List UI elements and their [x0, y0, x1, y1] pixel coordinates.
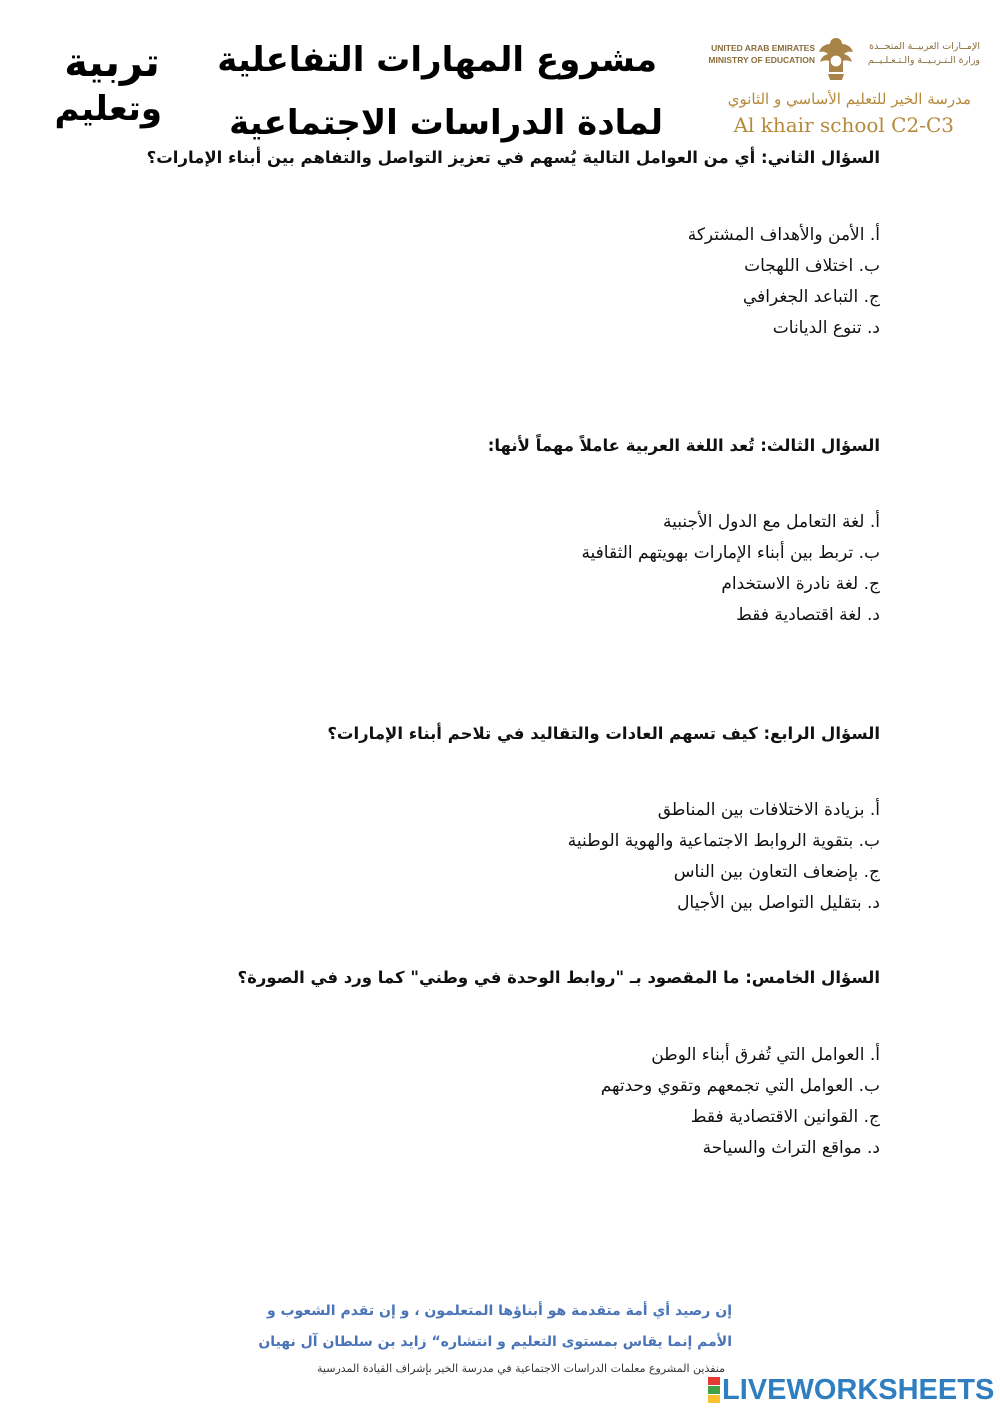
question-4: السؤال الرابع: كيف تسهم العادات والتقاليد في تلاحم أبناء الإمارات؟: [327, 724, 880, 743]
option[interactable]: ج. بإضعاف التعاون بين الناس: [673, 862, 880, 882]
option[interactable]: د. مواقع التراث والسياحة: [702, 1138, 880, 1158]
option[interactable]: ب. بتقوية الروابط الاجتماعية والهوية الوطنية: [567, 831, 880, 851]
footer-quote-line2: الأمم إنما يقاس بمستوى التعليم و انتشاره“ زايد بن سلطان آل نهيان: [258, 1334, 732, 1350]
question-2: السؤال الثاني: أي من العوامل التالية يُسهم في تعزيز التواصل والتفاهم بين أبناء الإمارات؟: [146, 148, 880, 167]
option[interactable]: ب. اختلاف اللهجات: [744, 256, 880, 276]
option[interactable]: أ. بزيادة الاختلافات بين المناطق: [657, 800, 880, 820]
option[interactable]: د. تنوع الديانات: [772, 318, 880, 338]
ministry-en-line2: MINISTRY OF EDUCATION: [708, 55, 815, 65]
logo-line2: وتعليم: [54, 89, 162, 129]
ministry-logo: [690, 34, 980, 86]
option[interactable]: أ. الأمن والأهداف المشتركة: [687, 225, 880, 245]
option[interactable]: أ. العوامل التي تُفرق أبناء الوطن: [651, 1045, 880, 1065]
option[interactable]: ج. لغة نادرة الاستخدام: [721, 574, 880, 594]
school-name-ar: مدرسة الخير للتعليم الأساسي و الثانوي: [727, 90, 971, 108]
tarbiya-taleem-logo: [54, 40, 162, 132]
question-2-options: [688, 220, 880, 344]
uae-emblem-icon: [817, 34, 855, 82]
footer-quote-line1: إن رصيد أي أمة متقدمة هو أبناؤها المتعلمون ، و إن تقدم الشعوب و: [266, 1303, 732, 1319]
page-title-line2: لمادة الدراسات الاجتماعية: [229, 103, 663, 143]
option[interactable]: د. لغة اقتصادية فقط: [736, 605, 880, 625]
option[interactable]: ب. العوامل التي تجمعهم وتقوي وحدتهم: [600, 1076, 880, 1096]
page-title-line1: مشروع المهارات التفاعلية: [217, 40, 657, 80]
liveworksheets-badge-icon: [708, 1377, 720, 1403]
option[interactable]: د. بتقليل التواصل بين الأجيال: [677, 893, 880, 913]
question-5-options: [601, 1040, 880, 1164]
option[interactable]: ج. التباعد الجغرافي: [742, 287, 880, 307]
question-3: السؤال الثالث: تُعد اللغة العربية عاملاً مهماً لأنها:: [487, 436, 880, 455]
question-3-options: [581, 507, 880, 631]
option[interactable]: أ. لغة التعامل مع الدول الأجنبية: [662, 512, 880, 532]
liveworksheets-brand[interactable]: LIVEWORKSHEETS: [722, 1374, 995, 1406]
logo-line1: تربية: [64, 40, 160, 86]
question-4-options: [568, 795, 880, 919]
question-5: السؤال الخامس: ما المقصود بـ "روابط الوحدة في وطني" كما ورد في الصورة؟: [237, 968, 880, 987]
footer-credit: منفذين المشروع معلمات الدراسات الاجتماعية في مدرسة الخير بإشراف القيادة المدرسية: [317, 1362, 725, 1375]
ministry-en-line1: UNITED ARAB EMIRATES: [711, 43, 815, 53]
ministry-ar-line2: وزارة الـتـربـيــة والـتـعـلـيــم: [867, 55, 980, 66]
ministry-ar-line1: الإمــارات العربيــة المتحــدة: [869, 41, 980, 52]
school-name-en: Al khair school C2-C3: [733, 113, 954, 137]
option[interactable]: ج. القوانين الاقتصادية فقط: [690, 1107, 880, 1127]
option[interactable]: ب. تربط بين أبناء الإمارات بهويتهم الثقافية: [581, 543, 880, 563]
